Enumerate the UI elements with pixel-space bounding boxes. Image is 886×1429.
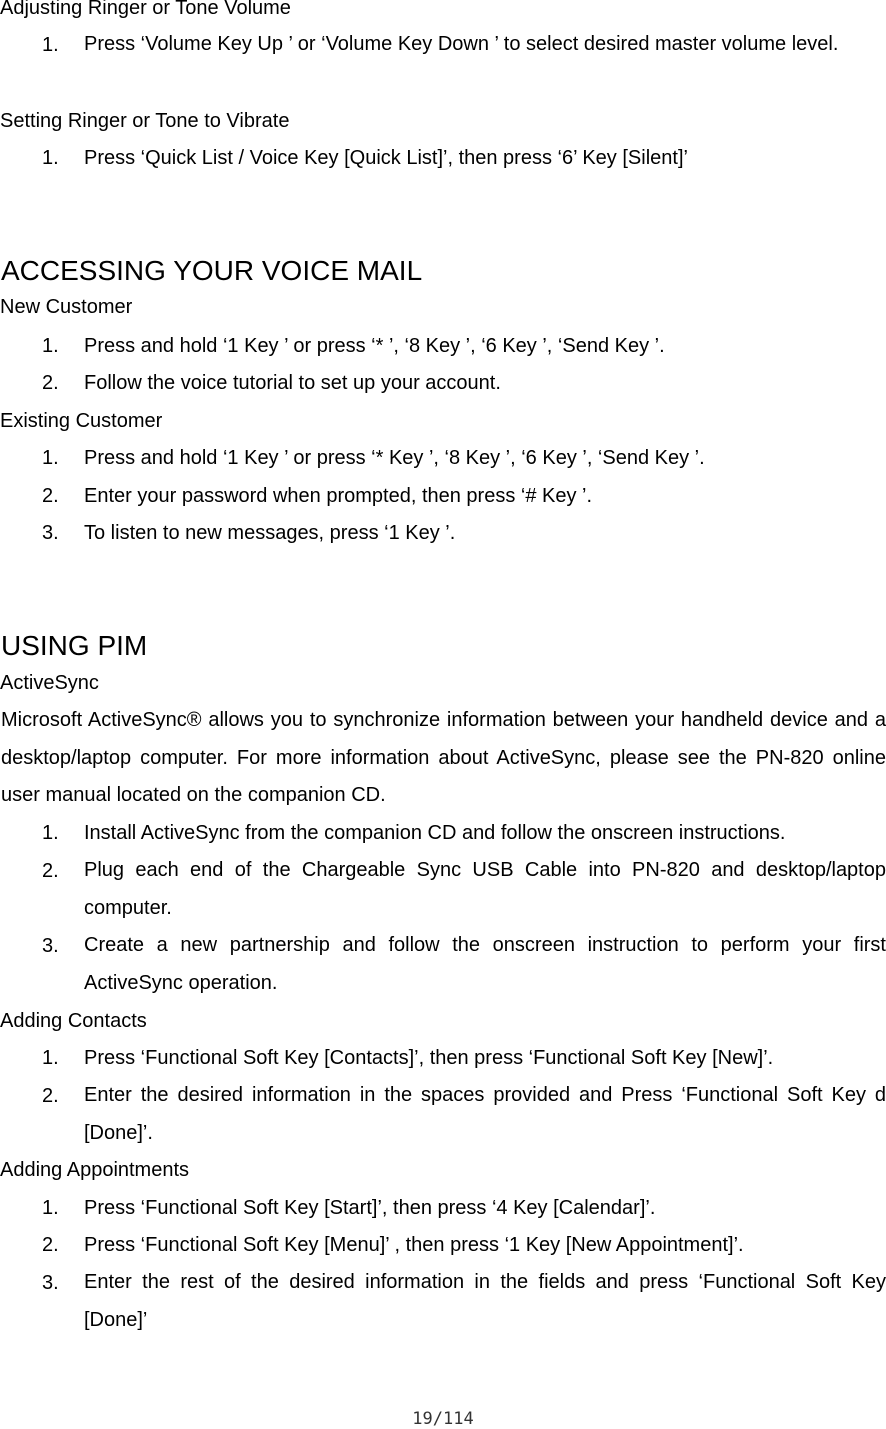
list-number: 1. bbox=[42, 1047, 59, 1069]
list-text: Press and hold ‘1 Key ’ or press ‘* Key ’, ‘8 Key ’, ‘6 Key ’, ‘Send Key ’. bbox=[84, 447, 705, 469]
list-text: Follow the voice tutorial to set up your account. bbox=[84, 372, 501, 394]
page-number: 19/114 bbox=[412, 1409, 474, 1429]
list-number: 2. bbox=[42, 1234, 59, 1256]
list-number: 3. bbox=[42, 522, 59, 544]
list-text: Press and hold ‘1 Key ’ or press ‘* ’, ‘8 Key ’, ‘6 Key ’, ‘Send Key ’. bbox=[84, 335, 665, 357]
list-text: Press ‘Functional Soft Key [Contacts]’, then press ‘Functional Soft Key [New]’. bbox=[84, 1047, 774, 1069]
subhead-activesync: ActiveSync bbox=[0, 672, 99, 694]
heading-using-pim: USING PIM bbox=[1, 630, 148, 661]
list-number: 1. bbox=[42, 447, 59, 469]
list-number: 1. bbox=[42, 1197, 59, 1219]
list-text: Create a new partnership and follow the onscreen instruction to perform your first ActiveSync operation. bbox=[84, 934, 886, 994]
list-text: Enter your password when prompted, then press ‘# Key ’. bbox=[84, 485, 593, 507]
activesync-paragraph: Microsoft ActiveSync® allows you to synchronize information between your handheld device and a desktop/laptop computer. For more information about ActiveSync, please see the PN-820 online user manual located on the companion CD. bbox=[1, 709, 886, 806]
subhead-vibrate: Setting Ringer or Tone to Vibrate bbox=[0, 110, 290, 132]
list-text: Press ‘Functional Soft Key [Menu]’ , then press ‘1 Key [New Appointment]’. bbox=[84, 1234, 744, 1256]
subhead-existing-customer: Existing Customer bbox=[0, 410, 163, 432]
subhead-adding-appointments: Adding Appointments bbox=[0, 1159, 190, 1181]
subhead-adding-contacts: Adding Contacts bbox=[0, 1010, 147, 1032]
list-text: To listen to new messages, press ‘1 Key ’. bbox=[84, 522, 456, 544]
list-number: 2. bbox=[42, 372, 59, 394]
subhead-adjusting-volume: Adjusting Ringer or Tone Volume bbox=[0, 0, 291, 19]
list-text: Press ‘Volume Key Up ’ or ‘Volume Key Down ’ to select desired master volume level. bbox=[84, 33, 839, 55]
list-number: 1. bbox=[42, 335, 59, 357]
list-number: 1. bbox=[42, 34, 59, 56]
list-number: 2. bbox=[42, 485, 59, 507]
list-number: 3. bbox=[42, 1272, 59, 1294]
list-number: 3. bbox=[42, 935, 59, 957]
list-text: Install ActiveSync from the companion CD and follow the onscreen instructions. bbox=[84, 822, 786, 844]
list-text: Enter the rest of the desired information in the fields and press ‘Functional Soft Key [Done]’ bbox=[84, 1271, 886, 1331]
list-text: Enter the desired information in the spaces provided and Press ‘Functional Soft Key d [Done]’. bbox=[84, 1084, 886, 1144]
list-number: 1. bbox=[42, 822, 59, 844]
heading-voice-mail: ACCESSING YOUR VOICE MAIL bbox=[1, 255, 423, 286]
list-text: Plug each end of the Chargeable Sync USB Cable into PN-820 and desktop/laptop computer. bbox=[84, 859, 886, 919]
subhead-new-customer: New Customer bbox=[0, 296, 133, 318]
list-text: Press ‘Functional Soft Key [Start]’, then press ‘4 Key [Calendar]’. bbox=[84, 1197, 656, 1219]
list-text: Press ‘Quick List / Voice Key [Quick List]’, then press ‘6’ Key [Silent]’ bbox=[84, 147, 688, 169]
list-number: 1. bbox=[42, 147, 59, 169]
list-number: 2. bbox=[42, 860, 59, 882]
list-number: 2. bbox=[42, 1085, 59, 1107]
